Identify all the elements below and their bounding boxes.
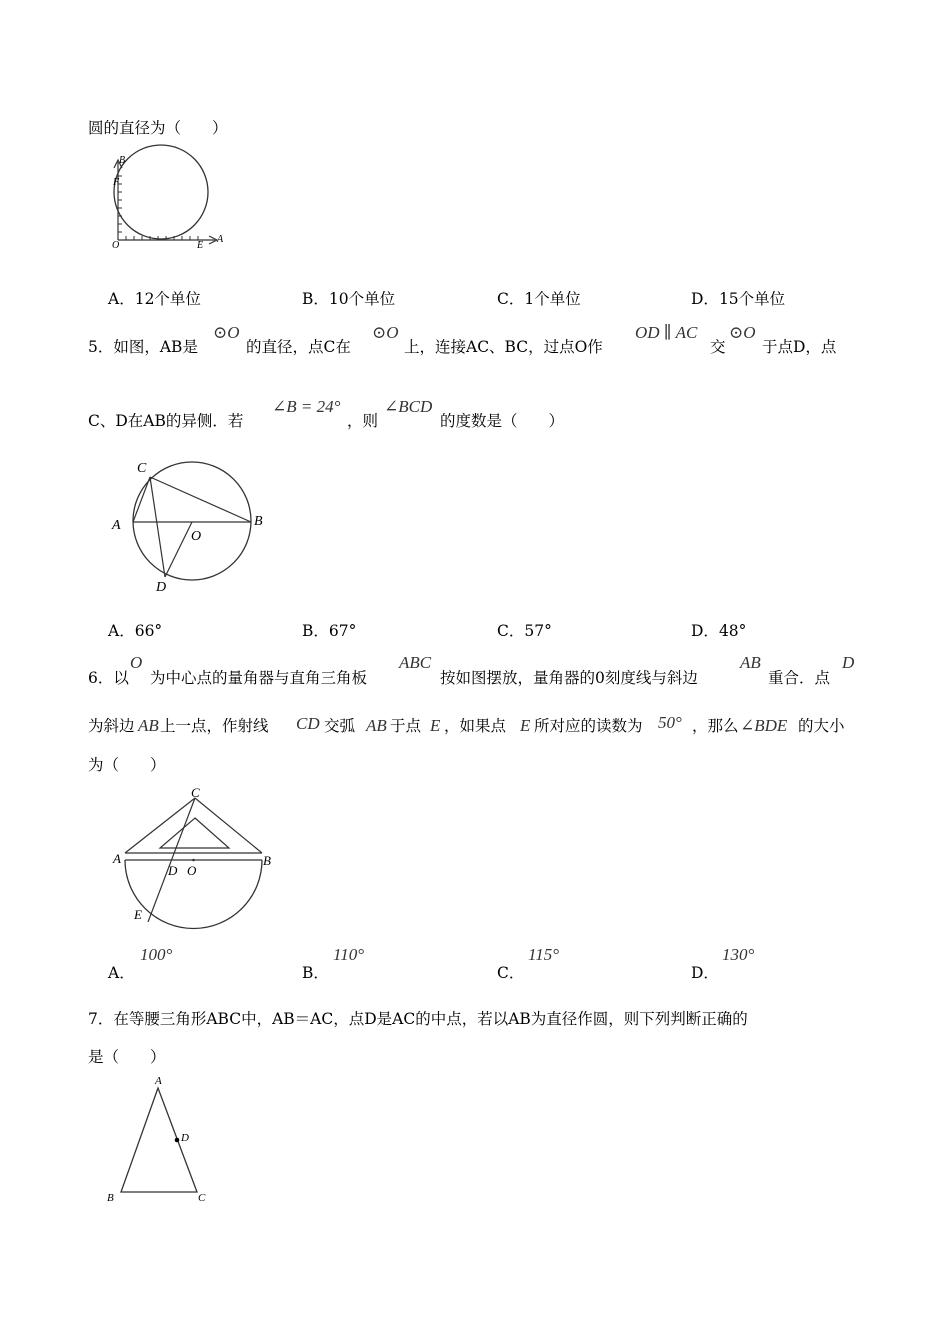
q7-figure: [105, 1073, 215, 1208]
q6-line2-text2: 上一点，作射线: [160, 717, 269, 735]
q6-label-C: C: [191, 785, 200, 800]
q6-line2-text4: 于点: [390, 717, 422, 735]
q4-figure: [105, 150, 235, 250]
q4-label-O: O: [112, 240, 120, 251]
q5-option-c[interactable]: [497, 619, 552, 641]
q5-option-b[interactable]: [302, 619, 356, 641]
q5-line1-math3: OD ∥ AC: [635, 323, 698, 342]
option-text: 48°: [718, 622, 747, 640]
q6-line2-text7: ，那么: [692, 717, 739, 735]
q5-line1-text5: 于点D，点: [762, 338, 837, 356]
q5-line2-math2: ∠BCD: [384, 397, 433, 416]
option-letter: A．: [108, 964, 135, 982]
q6-line1-text1: 6．以: [88, 669, 129, 687]
q6-option-d-value: 130°: [722, 945, 755, 964]
q6-line1-text3: 按如图摆放，量角器的0刻度线与斜边: [440, 669, 698, 687]
q6-figure: [108, 785, 283, 925]
q5-line1-math1: ⊙O: [213, 323, 240, 342]
q4-label-F: F: [113, 177, 120, 188]
q5-line1-text1: 5．如图，AB是: [88, 338, 198, 356]
option-text: 66°: [134, 622, 163, 640]
q6-line2-text8: 的大小: [798, 717, 845, 735]
option-letter: A．: [108, 290, 135, 308]
q4-label-A: A: [217, 234, 224, 245]
q5-line1-text3: 上，连接AC、BC，过点O作: [404, 338, 603, 356]
q6-option-c-value: 115°: [528, 945, 560, 964]
q5-label-A: A: [112, 518, 121, 533]
q6-line1-text2: 为中心点的量角器与直角三角板: [150, 669, 368, 687]
q5-option-d[interactable]: [691, 619, 746, 641]
option-text: 1个单位: [524, 290, 581, 308]
q6-line2-math3: AB: [366, 716, 387, 735]
option-letter: C．: [497, 964, 525, 982]
q5-label-C: C: [137, 461, 147, 476]
q4-stem-tail: 圆的直径为（ ）: [88, 119, 228, 137]
option-letter: A．: [108, 622, 135, 640]
option-text: 57°: [524, 622, 552, 640]
q7-label-D: D: [181, 1132, 189, 1144]
q7-label-C: C: [198, 1192, 206, 1204]
q5-line2-text3: 的度数是（ ）: [440, 412, 565, 430]
option-letter: D．: [691, 622, 719, 640]
option-letter: C．: [497, 622, 525, 640]
q6-line2-math6: 50°: [658, 713, 682, 732]
q5-line2-text2: ，则: [347, 412, 379, 430]
q6-line2-text1: 为斜边: [88, 717, 135, 735]
q4-option-a[interactable]: [108, 287, 201, 309]
q6-option-b[interactable]: [302, 961, 329, 983]
option-letter: B．: [302, 964, 329, 982]
q6-line2-text6: 所对应的读数为: [534, 717, 643, 735]
q5-line1-math2: ⊙O: [372, 323, 399, 342]
option-text: 15个单位: [718, 290, 786, 308]
q6-line2-math5: E: [520, 716, 531, 735]
option-text: 10个单位: [328, 290, 396, 308]
q4-option-c[interactable]: [497, 287, 581, 309]
q6-option-a[interactable]: [108, 961, 135, 983]
q6-label-A: A: [113, 851, 121, 866]
q6-line1-text4: 重合．点: [768, 669, 831, 687]
q6-line2-math2: CD: [296, 714, 320, 733]
q5-line1-text4: 交: [710, 338, 726, 356]
q6-line2-math4: E: [430, 716, 441, 735]
q7-line1: 7．在等腰三角形ABC中，AB＝AC，点D是AC的中点，若以AB为直径作圆，则下列判断正确的: [88, 1010, 748, 1028]
option-text: 12个单位: [134, 290, 201, 308]
q5-line2-text1: C、D在AB的异侧．若: [88, 412, 244, 430]
q5-line2-math1: ∠B = 24°: [272, 397, 341, 416]
q5-option-a[interactable]: [108, 619, 162, 641]
q6-line3: 为（ ）: [88, 756, 166, 774]
q6-label-E: E: [134, 907, 142, 922]
q6-option-d[interactable]: [691, 961, 719, 983]
q6-label-D: D: [168, 863, 178, 878]
q6-line2-text3: 交弧: [324, 717, 356, 735]
q7-label-A: A: [155, 1075, 162, 1087]
q5-figure: [108, 455, 268, 595]
option-letter: D．: [691, 964, 719, 982]
q7-label-B: B: [107, 1192, 114, 1204]
option-letter: B．: [302, 290, 329, 308]
q6-line1-math3: AB: [740, 653, 761, 672]
q6-line1-math1: O: [130, 653, 143, 672]
q5-label-D: D: [156, 580, 167, 595]
option-text: 67°: [328, 622, 357, 640]
q6-line2-math7: ∠BDE: [740, 716, 788, 735]
q6-label-O: O: [187, 863, 197, 878]
q5-line1-text2: 的直径，点C在: [246, 338, 351, 356]
q4-label-B: B: [119, 155, 126, 166]
q6-line1-math4: D: [842, 653, 855, 672]
q5-line1-math4: ⊙O: [729, 323, 756, 342]
q5-label-O: O: [191, 529, 202, 544]
q4-option-b[interactable]: [302, 287, 395, 309]
q4-option-d[interactable]: [691, 287, 785, 309]
q6-option-b-value: 110°: [333, 945, 365, 964]
option-letter: B．: [302, 622, 329, 640]
q6-option-c[interactable]: [497, 961, 524, 983]
q5-label-B: B: [254, 514, 263, 529]
q6-option-a-value: 100°: [140, 945, 173, 964]
q7-line2: 是（ ）: [88, 1048, 166, 1066]
q6-line2-math1: AB: [138, 716, 159, 735]
q4-label-E: E: [197, 240, 204, 251]
option-letter: C．: [497, 290, 525, 308]
option-letter: D．: [691, 290, 719, 308]
q6-line2-text5: ，如果点: [444, 717, 507, 735]
q6-line1-math2: ABC: [399, 653, 432, 672]
q6-label-B: B: [263, 853, 271, 868]
